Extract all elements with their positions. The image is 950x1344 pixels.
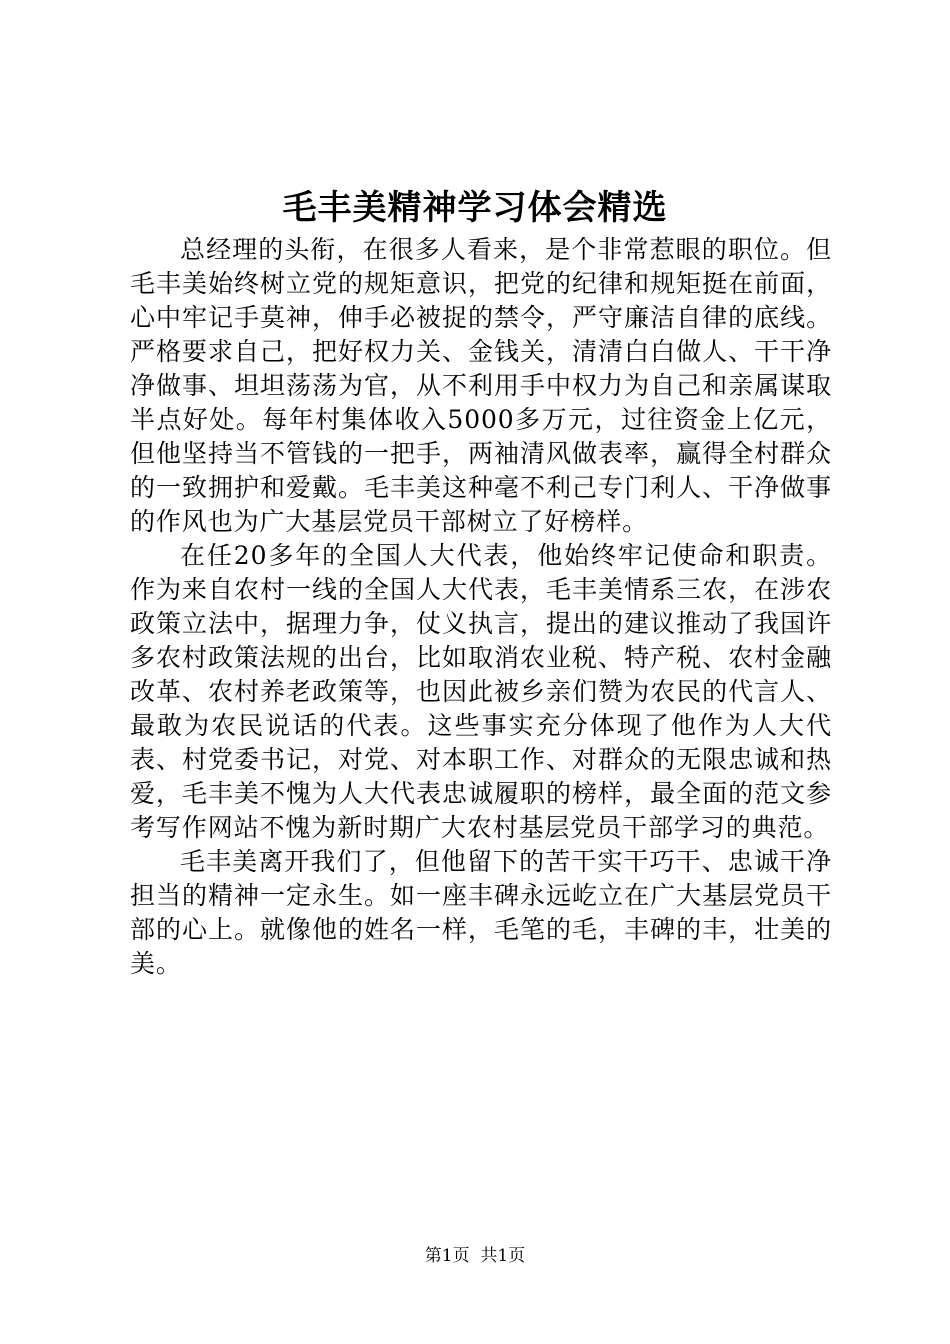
document-title: 毛丰美精神学习体会精选 [282, 188, 668, 228]
paragraph-1: 总经理的头衔，在很多人看来，是个非常惹眼的职位。但毛丰美始终树立党的规矩意识，把党的纪律和规矩挺在前面，心中牢记手莫神，伸手必被捉的禁令，严守廉洁自律的底线。严格要求自己，把好权力关、金钱关，清清白白做人、干干净净做事、坦坦荡荡为官，从不利用手中权力为自己和亲属谋取半点好处。每年村集体收入5000多万元，过往资金上亿元，但他坚持当不管钱的一把手，两袖清风做表率，赢得全村群众的一致拥护和爱戴。毛丰美这种毫不利己专门利人、干净做事的作风也为广大基层党员干部树立了好榜样。 [130, 235, 832, 536]
paragraph-2: 在任20多年的全国人大代表，他始终牢记使命和职责。作为来自农村一线的全国人大代表，毛丰美情系三农，在涉农政策立法中，据理力争，仗义执言，提出的建议推动了我国许多农村政策法规的出台，比如取消农业税、特产税、农村金融改革、农村养老政策等，也因此被乡亲们赞为农民的代言人、最敢为农民说话的代表。这些事实充分体现了他作为人大代表、村党委书记，对党、对本职工作、对群众的无限忠诚和热爱，毛丰美不愧为人大代表忠诚履职的榜样，最全面的范文参考写作网站不愧为新时期广大农村基层党员干部学习的典范。 [130, 541, 832, 842]
page-footer: 第1页 共1页 [424, 1246, 526, 1266]
paragraph-3: 毛丰美离开我们了，但他留下的苦干实干巧干、忠诚干净担当的精神一定永生。如一座丰碑永远屹立在广大基层党员干部的心上。就像他的姓名一样，毛笔的毛，丰碑的丰，壮美的美。 [130, 847, 832, 978]
document-body [130, 233, 832, 981]
